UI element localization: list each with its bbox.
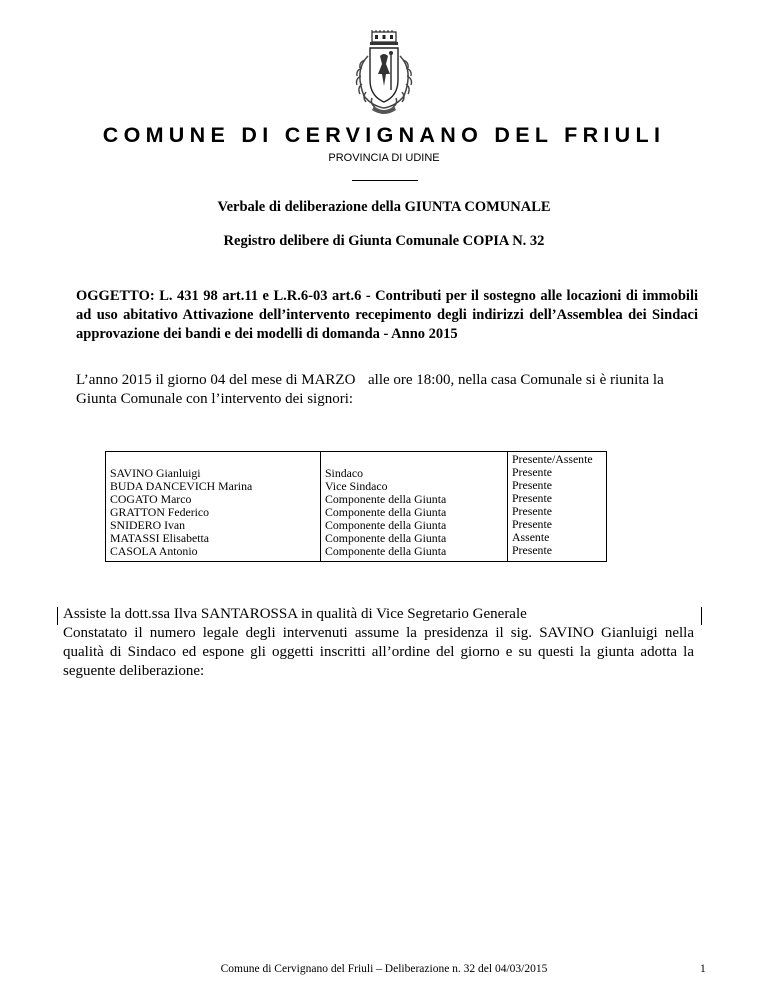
page-footer: Comune di Cervignano del Friuli – Deliberazione n. 32 del 04/03/2015 xyxy=(220,963,548,975)
member-presence: Presente xyxy=(512,465,552,479)
member-role: Vice Sindaco xyxy=(325,479,388,493)
province-name: PROVINCIA DI UDINE xyxy=(328,152,440,164)
subject-paragraph: OGGETTO: L. 431 98 art.11 e L.R.6-03 art.6 - Contributi per il sostegno alle locazioni di immobili ad uso abitativo Attivazione dell’intervento recepimento degli indirizzi dell’Assemblea dei Sindaci approvazione dei bandi e dei modelli di domanda - Anno 2015 xyxy=(76,288,698,342)
member-role: Componente della Giunta xyxy=(325,505,447,519)
coat-of-arms-icon xyxy=(344,30,424,114)
member-presence: Presente xyxy=(512,543,552,557)
presence-header: Presente/Assente xyxy=(512,452,593,466)
member-role: Componente della Giunta xyxy=(325,531,447,545)
roles-column xyxy=(321,452,508,562)
member-name: SAVINO Gianluigi xyxy=(110,466,201,480)
names-column xyxy=(106,452,321,562)
member-name: COGATO Marco xyxy=(110,492,192,506)
member-role: Componente della Giunta xyxy=(325,544,447,558)
member-name: MATASSI Elisabetta xyxy=(110,531,209,545)
page-number: 1 xyxy=(700,963,706,975)
member-presence: Presente xyxy=(512,517,552,531)
table-row xyxy=(106,452,607,562)
change-bar-left xyxy=(57,607,58,625)
member-role: Componente della Giunta xyxy=(325,492,447,506)
document-title: Verbale di deliberazione della GIUNTA COMUNALE xyxy=(217,199,551,215)
member-name: SNIDERO Ivan xyxy=(110,518,186,532)
presence-column xyxy=(508,452,607,562)
intro-line-2: Giunta Comunale con l’intervento dei signori: xyxy=(76,391,354,407)
members-table xyxy=(105,451,607,562)
member-name: GRATTON Federico xyxy=(110,505,210,519)
quorum-paragraph: Constatato il numero legale degli intervenuti assume la presidenza il sig. SAVINO Gianluigi nella qualità di Sindaco ed espone gli oggetti inscritti all’ordine del giorno e su questi la giunta adotta la seguente deliberazione: xyxy=(63,625,694,680)
intro-line-1: L’anno 2015 il giorno 04 del mese di MARZO xyxy=(76,372,356,388)
secretary-line: Assiste la dott.ssa Ilva SANTAROSSA in qualità di Vice Segretario Generale xyxy=(63,606,527,622)
register-number: Registro delibere di Giunta Comunale COPIA N. 32 xyxy=(223,233,545,249)
member-role: Componente della Giunta xyxy=(325,518,447,532)
member-role: Sindaco xyxy=(325,466,364,480)
member-presence: Presente xyxy=(512,491,552,505)
member-name: BUDA DANCEVICH Marina xyxy=(110,479,253,493)
member-presence: Assente xyxy=(512,530,550,544)
change-bar-right xyxy=(701,607,702,625)
member-name: CASOLA Antonio xyxy=(110,544,198,558)
member-presence: Presente xyxy=(512,504,552,518)
municipality-name: COMUNE DI CERVIGNANO DEL FRIULI xyxy=(102,123,666,147)
intro-line-3: alle ore 18:00, nella casa Comunale si è riunita la xyxy=(368,372,664,388)
member-presence: Presente xyxy=(512,478,552,492)
header-divider xyxy=(352,180,418,181)
